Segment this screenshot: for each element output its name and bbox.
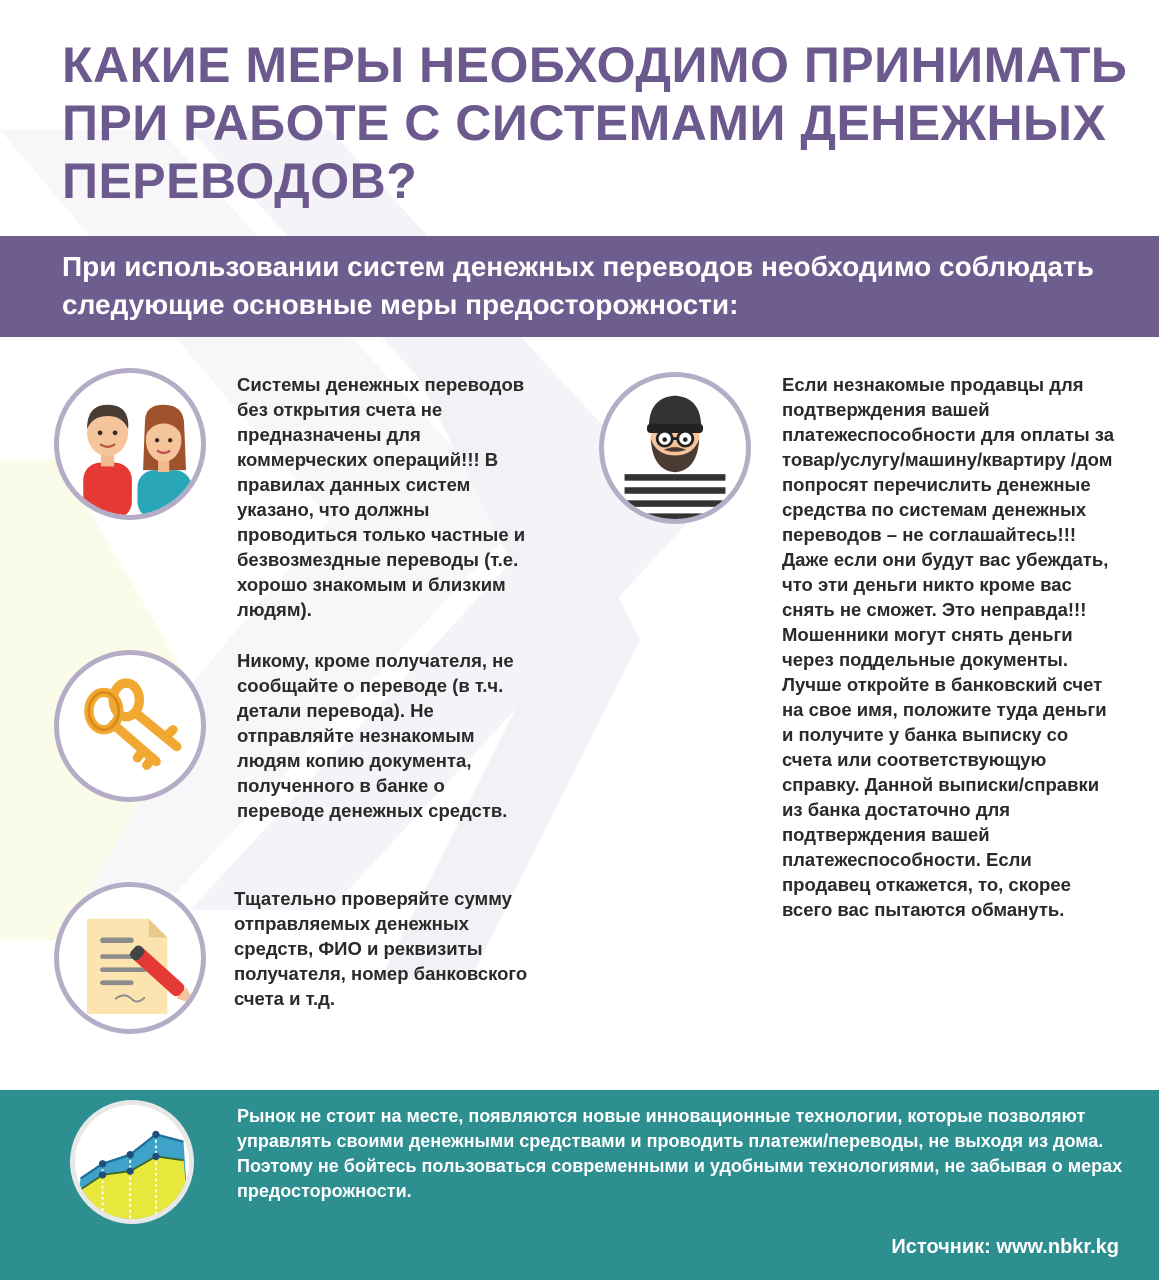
intro-banner-text: При использовании систем денежных переводов необходимо соблюдать следующие основные меры предосторожности: <box>62 251 1094 320</box>
thief-icon <box>599 372 751 524</box>
item-2-text: Никому, кроме получателя, не сообщайте о переводе (в т.ч. детали перевода). Не отправляйте незнакомым людям копию документа, полученного в банке о переводе денежных средств. <box>237 650 514 821</box>
document-pen-icon <box>54 882 206 1034</box>
people-icon <box>54 368 206 520</box>
item-3-text: Тщательно проверяйте сумму отправляемых денежных средств, ФИО и реквизиты получателя, номер банковского счета и т.д. <box>234 888 528 1009</box>
growth-chart-icon <box>70 1100 194 1224</box>
item-4-text: Если незнакомые продавцы для подтверждения вашей платежеспособности для оплаты за товар/услугу/машину/квартиру /дом попросят перечислить денежные средства по системам денежных переводов – не соглашайтесь!!! Даже если они будут вас убеждать, что эти деньги никто кроме вас снять не сможет. Это неправда!!! Мошенники могут снять деньги через поддельные документы. Лучше откройте в банковский счет на свое имя, положите туда деньги и получите у банка выписку со счета или соответствующую справку. Данной выписки/справки из банка достаточно для подтверждения вашей платежеспособности. Если продавец откажется, то, скорее всего вас пытаются обмануть. <box>782 374 1115 920</box>
intro-banner <box>0 236 1159 337</box>
footer-text: Рынок не стоит на месте, появляются новые инновационные технологии, которые позволяют управлять своими денежными средствами и проводить платежи/переводы, не выходя из дома. Поэтому не бойтесь пользоваться современными и удобными технологиями, не забывая о мерах предосторожности. <box>237 1106 1123 1201</box>
source-credit: Источник: www.nbkr.kg <box>891 1236 1119 1258</box>
item-1-text: Системы денежных переводов без открытия счета не предназначены для коммерческих операций!!! В правилах данных систем указано, что должны проводиться только частные и безвозмездные переводы (т.е. хорошо знакомым и близким людям). <box>237 374 526 620</box>
keys-icon <box>54 650 206 802</box>
page-title: КАКИЕ МЕРЫ НЕОБХОДИМО ПРИНИМАТЬ ПРИ РАБОТЕ С СИСТЕМАМИ ДЕНЕЖНЫХ ПЕРЕВОДОВ? <box>62 37 1128 209</box>
